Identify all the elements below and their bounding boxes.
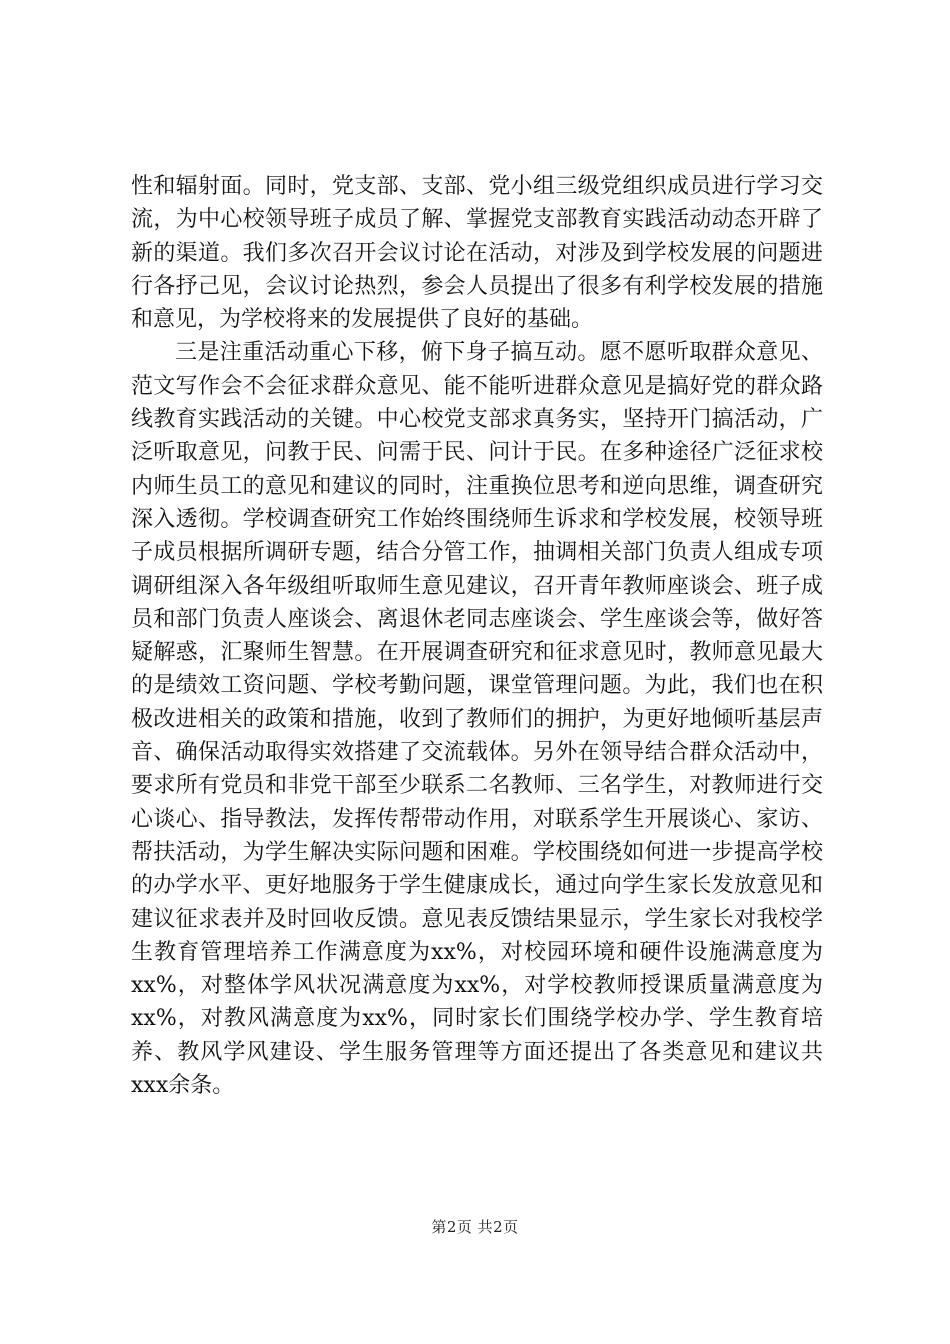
paragraph-continuation: 性和辐射面。同时，党支部、支部、党小组三级党组织成员进行学习交流，为中心校领导班子成员了解、掌握党支部教育实践活动动态开辟了新的渠道。我们多次召开会议讨论在活动，对涉及到学校发展的问题进行各抒己见，会议讨论热烈，参会人员提出了很多有利学校发展的措施和意见，为学校将来的发展提供了良好的基础。 bbox=[131, 174, 823, 333]
document-body bbox=[131, 170, 823, 1102]
paragraph-third-point: 三是注重活动重心下移，俯下身子搞互动。愿不愿听取群众意见、范文写作会不会征求群众意见、能不能听进群众意见是搞好党的群众路线教育实践活动的关键。中心校党支部求真务实，坚持开门搞活动，广泛听取意见，问教于民、问需于民、问计于民。在多种途径广泛征求校内师生员工的意见和建议的同时，注重换位思考和逆向思维，调查研究深入透彻。学校调查研究工作始终围绕师生诉求和学校发展，校领导班子成员根据所调研专题，结合分管工作，抽调相关部门负责人组成专项调研组深入各年级组听取师生意见建议，召开青年教师座谈会、班子成员和部门负责人座谈会、离退休老同志座谈会、学生座谈会等，做好答疑解惑，汇聚师生智慧。在开展调查研究和征求意见时，教师意见最大的是绩效工资问题、学校考勤问题，课堂管理问题。为此，我们也在积极改进相关的政策和措施，收到了教师们的拥护，为更好地倾听基层声音、确保活动取得实效搭建了交流载体。另外在领导结合群众活动中，要求所有党员和非党干部至少联系二名教师、三名学生，对教师进行交心谈心、指导教法，发挥传帮带动作用，对联系学生开展谈心、家访、帮扶活动，为学生解决实际问题和困难。学校围绕如何进一步提高学校的办学水平、更好地服务于学生健康成长，通过向学生家长发放意见和建议征求表并及时回收反馈。意见表反馈结果显示，学生家长对我校学生教育管理培养工作满意度为xx%，对校园环境和硬件设施满意度为xx%，对整体学风状况满意度为xx%，对学校教师授课质量满意度为xx%，对教风满意度为xx%，同时家长们围绕学校办学、学生教育培养、教风学风建设、学生服务管理等方面还提出了各类意见和建议共xxx余条。 bbox=[131, 340, 823, 1099]
page-footer: 第2页 共2页 bbox=[431, 1218, 519, 1236]
